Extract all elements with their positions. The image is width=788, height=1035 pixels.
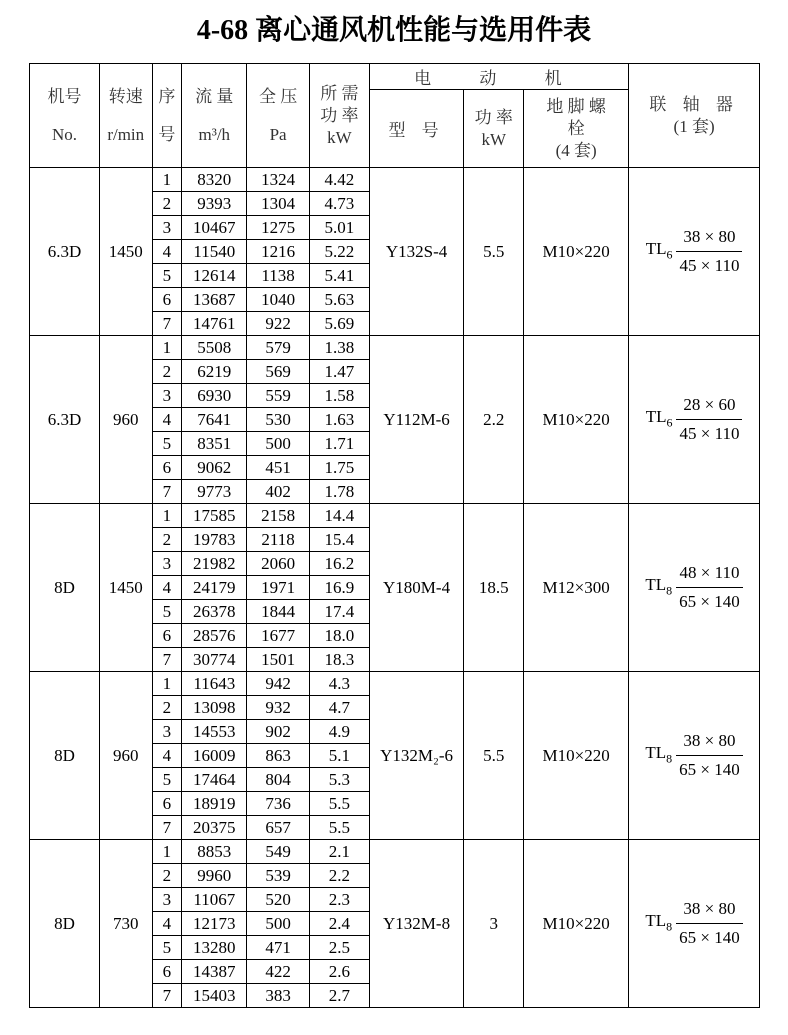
row-required-power: 5.41 [310, 264, 370, 288]
row-pressure: 1216 [247, 240, 310, 264]
coupling-prefix: TL [645, 406, 667, 426]
row-required-power: 4.9 [310, 720, 370, 744]
row-pressure: 559 [247, 384, 310, 408]
row-required-power: 1.58 [310, 384, 370, 408]
row-required-power: 14.4 [310, 504, 370, 528]
row-seq: 7 [152, 648, 182, 672]
header-speed-unit: r/min [107, 124, 145, 144]
row-required-power: 16.9 [310, 576, 370, 600]
row-seq: 6 [152, 960, 182, 984]
coupling-fraction [676, 897, 743, 950]
fan-model-no: 6.3D [30, 168, 100, 336]
row-pressure: 2060 [247, 552, 310, 576]
coupling-type [645, 742, 673, 766]
fan-speed: 960 [100, 672, 153, 840]
motor-type: Y132M₂-6 [369, 672, 464, 840]
header-coupling-qty: (1 套) [673, 116, 715, 136]
table-body [30, 168, 760, 1008]
header-motor: 电 动 机 [369, 64, 628, 90]
coupling [629, 168, 760, 336]
coupling-numerator: 38 × 80 [676, 897, 743, 924]
row-flow: 15403 [182, 984, 247, 1008]
row-pressure: 2118 [247, 528, 310, 552]
coupling-prefix: TL [645, 910, 667, 930]
header-speed [100, 64, 153, 168]
header-seq-b: 号 [158, 124, 176, 144]
row-flow: 10467 [182, 216, 247, 240]
row-seq: 2 [152, 864, 182, 888]
row-seq: 1 [152, 168, 182, 192]
coupling-numerator: 28 × 60 [676, 393, 742, 420]
coupling-prefix: TL [645, 574, 667, 594]
row-pressure: 1844 [247, 600, 310, 624]
row-required-power: 17.4 [310, 600, 370, 624]
row-pressure: 942 [247, 672, 310, 696]
coupling-denominator: 65 × 140 [679, 760, 740, 779]
row-required-power: 1.63 [310, 408, 370, 432]
row-required-power: 1.71 [310, 432, 370, 456]
motor-power: 3 [464, 840, 524, 1008]
row-pressure: 422 [247, 960, 310, 984]
row-pressure: 451 [247, 456, 310, 480]
row-required-power: 18.0 [310, 624, 370, 648]
row-flow: 26378 [182, 600, 247, 624]
row-flow: 7641 [182, 408, 247, 432]
row-flow: 20375 [182, 816, 247, 840]
row-flow: 11540 [182, 240, 247, 264]
row-required-power: 2.7 [310, 984, 370, 1008]
row-required-power: 5.3 [310, 768, 370, 792]
row-required-power: 5.01 [310, 216, 370, 240]
row-seq: 2 [152, 192, 182, 216]
row-pressure: 863 [247, 744, 310, 768]
header-coupling [629, 64, 760, 168]
row-required-power: 2.1 [310, 840, 370, 864]
row-required-power: 1.47 [310, 360, 370, 384]
row-pressure: 922 [247, 312, 310, 336]
row-seq: 7 [152, 816, 182, 840]
row-required-power: 4.7 [310, 696, 370, 720]
anchor-bolt: M10×220 [524, 672, 629, 840]
row-seq: 4 [152, 912, 182, 936]
motor-power: 18.5 [464, 504, 524, 672]
row-flow: 28576 [182, 624, 247, 648]
row-required-power: 5.5 [310, 792, 370, 816]
row-required-power: 4.3 [310, 672, 370, 696]
motor-type: Y132M-8 [369, 840, 464, 1008]
row-flow: 6219 [182, 360, 247, 384]
row-seq: 1 [152, 504, 182, 528]
coupling-size: 8 [666, 919, 673, 934]
row-pressure: 1324 [247, 168, 310, 192]
coupling-fraction [676, 393, 742, 446]
row-seq: 6 [152, 624, 182, 648]
header-flow [182, 64, 247, 168]
row-flow: 17464 [182, 768, 247, 792]
row-required-power: 16.2 [310, 552, 370, 576]
row-pressure: 520 [247, 888, 310, 912]
fan-model-no: 8D [30, 504, 100, 672]
coupling [629, 504, 760, 672]
header-anchor-bolt-qty: (4 套) [555, 140, 597, 160]
row-seq: 5 [152, 768, 182, 792]
anchor-bolt: M12×300 [524, 504, 629, 672]
row-required-power: 15.4 [310, 528, 370, 552]
row-flow: 11067 [182, 888, 247, 912]
row-flow: 13280 [182, 936, 247, 960]
coupling-type [645, 910, 673, 934]
coupling [629, 840, 760, 1008]
row-seq: 2 [152, 696, 182, 720]
coupling-type [645, 574, 673, 598]
table-row [30, 504, 760, 528]
row-pressure: 1501 [247, 648, 310, 672]
row-flow: 6930 [182, 384, 247, 408]
fan-speed: 1450 [100, 504, 153, 672]
row-pressure: 500 [247, 432, 310, 456]
row-pressure: 1040 [247, 288, 310, 312]
header-flow-cn: 流 量 [195, 86, 234, 106]
coupling-numerator: 38 × 80 [676, 225, 742, 252]
row-flow: 8351 [182, 432, 247, 456]
anchor-bolt: M10×220 [524, 336, 629, 504]
header-anchor-bolt-a: 地 脚 螺 [546, 96, 606, 116]
row-pressure: 1138 [247, 264, 310, 288]
row-seq: 7 [152, 480, 182, 504]
header-motor-type: 型 号 [369, 90, 464, 168]
coupling-denominator: 65 × 140 [679, 928, 740, 947]
row-pressure: 383 [247, 984, 310, 1008]
coupling-type [645, 406, 673, 430]
row-seq: 6 [152, 456, 182, 480]
row-seq: 5 [152, 600, 182, 624]
row-seq: 6 [152, 288, 182, 312]
row-pressure: 736 [247, 792, 310, 816]
header-required-power-a: 所 需 [320, 83, 359, 103]
row-pressure: 932 [247, 696, 310, 720]
row-pressure: 2158 [247, 504, 310, 528]
header-model-no [30, 64, 100, 168]
row-flow: 8853 [182, 840, 247, 864]
row-seq: 5 [152, 432, 182, 456]
row-required-power: 5.69 [310, 312, 370, 336]
row-pressure: 902 [247, 720, 310, 744]
table-header [30, 64, 760, 168]
coupling-denominator: 45 × 110 [679, 424, 740, 443]
row-seq: 3 [152, 216, 182, 240]
row-seq: 3 [152, 552, 182, 576]
row-flow: 21982 [182, 552, 247, 576]
header-pressure-cn: 全 压 [258, 86, 298, 106]
row-seq: 4 [152, 408, 182, 432]
row-flow: 24179 [182, 576, 247, 600]
row-flow: 5508 [182, 336, 247, 360]
row-pressure: 471 [247, 936, 310, 960]
header-flow-unit: m³/h [198, 124, 231, 144]
row-seq: 1 [152, 840, 182, 864]
table-row [30, 168, 760, 192]
coupling-prefix: TL [645, 238, 667, 258]
header-coupling-cn: 联 轴 器 [649, 94, 739, 114]
row-required-power: 2.6 [310, 960, 370, 984]
row-required-power: 4.73 [310, 192, 370, 216]
row-seq: 7 [152, 984, 182, 1008]
row-flow: 17585 [182, 504, 247, 528]
row-seq: 1 [152, 336, 182, 360]
row-required-power: 18.3 [310, 648, 370, 672]
coupling-denominator: 45 × 110 [679, 256, 740, 275]
header-motor-power-cn: 功 率 [474, 107, 513, 127]
header-seq [152, 64, 182, 168]
row-flow: 13687 [182, 288, 247, 312]
row-seq: 4 [152, 576, 182, 600]
row-required-power: 2.5 [310, 936, 370, 960]
row-pressure: 1971 [247, 576, 310, 600]
coupling-fraction [676, 729, 743, 782]
table-row [30, 336, 760, 360]
coupling-fraction [676, 561, 743, 614]
row-seq: 3 [152, 384, 182, 408]
row-required-power: 5.22 [310, 240, 370, 264]
fan-model-no: 8D [30, 672, 100, 840]
row-seq: 1 [152, 672, 182, 696]
header-pressure [247, 64, 310, 168]
row-flow: 12173 [182, 912, 247, 936]
fan-speed: 1450 [100, 168, 153, 336]
table-row [30, 840, 760, 864]
row-required-power: 2.3 [310, 888, 370, 912]
row-seq: 2 [152, 528, 182, 552]
coupling-type [645, 238, 673, 262]
motor-type: Y180M-4 [369, 504, 464, 672]
header-required-power-unit: kW [327, 127, 352, 147]
row-flow: 9960 [182, 864, 247, 888]
fan-model-no: 6.3D [30, 336, 100, 504]
motor-power: 5.5 [464, 672, 524, 840]
header-model-no-en: No. [51, 124, 78, 144]
row-flow: 30774 [182, 648, 247, 672]
anchor-bolt: M10×220 [524, 840, 629, 1008]
header-model-no-cn: 机号 [47, 86, 82, 106]
row-pressure: 530 [247, 408, 310, 432]
row-flow: 14761 [182, 312, 247, 336]
header-required-power-b: 功 率 [320, 105, 359, 125]
fan-model-no: 8D [30, 840, 100, 1008]
row-flow: 14553 [182, 720, 247, 744]
header-anchor-bolt [524, 90, 629, 168]
row-flow: 9773 [182, 480, 247, 504]
row-seq: 3 [152, 888, 182, 912]
row-pressure: 1677 [247, 624, 310, 648]
row-required-power: 1.38 [310, 336, 370, 360]
header-pressure-unit: Pa [269, 124, 287, 144]
table-row [30, 672, 760, 696]
row-required-power: 2.4 [310, 912, 370, 936]
row-required-power: 5.1 [310, 744, 370, 768]
row-required-power: 1.78 [310, 480, 370, 504]
row-flow: 19783 [182, 528, 247, 552]
row-flow: 11643 [182, 672, 247, 696]
row-pressure: 1275 [247, 216, 310, 240]
row-seq: 5 [152, 264, 182, 288]
row-pressure: 549 [247, 840, 310, 864]
performance-table [29, 63, 760, 1008]
motor-power: 2.2 [464, 336, 524, 504]
row-flow: 16009 [182, 744, 247, 768]
motor-type: Y132S-4 [369, 168, 464, 336]
motor-type: Y112M-6 [369, 336, 464, 504]
header-motor-power-unit: kW [481, 129, 507, 149]
row-seq: 4 [152, 240, 182, 264]
row-flow: 12614 [182, 264, 247, 288]
motor-power: 5.5 [464, 168, 524, 336]
row-flow: 9393 [182, 192, 247, 216]
row-seq: 5 [152, 936, 182, 960]
row-flow: 13098 [182, 696, 247, 720]
coupling-size: 8 [666, 583, 673, 598]
row-flow: 14387 [182, 960, 247, 984]
fan-speed: 730 [100, 840, 153, 1008]
row-required-power: 5.5 [310, 816, 370, 840]
row-pressure: 539 [247, 864, 310, 888]
coupling-numerator: 38 × 80 [676, 729, 743, 756]
header-motor-power [464, 90, 524, 168]
row-seq: 4 [152, 744, 182, 768]
row-seq: 3 [152, 720, 182, 744]
coupling [629, 672, 760, 840]
coupling [629, 336, 760, 504]
row-pressure: 579 [247, 336, 310, 360]
row-pressure: 569 [247, 360, 310, 384]
row-required-power: 4.42 [310, 168, 370, 192]
row-pressure: 1304 [247, 192, 310, 216]
row-flow: 8320 [182, 168, 247, 192]
row-pressure: 657 [247, 816, 310, 840]
row-pressure: 500 [247, 912, 310, 936]
coupling-fraction [676, 225, 742, 278]
coupling-size: 8 [666, 751, 673, 766]
row-pressure: 804 [247, 768, 310, 792]
row-flow: 9062 [182, 456, 247, 480]
coupling-size: 6 [666, 415, 673, 430]
page-title: 4-68 离心通风机性能与选用件表 [196, 15, 592, 46]
row-required-power: 1.75 [310, 456, 370, 480]
row-required-power: 2.2 [310, 864, 370, 888]
header-speed-cn: 转速 [108, 86, 143, 106]
row-seq: 6 [152, 792, 182, 816]
header-seq-a: 序 [158, 86, 176, 106]
row-pressure: 402 [247, 480, 310, 504]
coupling-size: 6 [666, 247, 673, 262]
row-seq: 7 [152, 312, 182, 336]
coupling-numerator: 48 × 110 [676, 561, 743, 588]
coupling-denominator: 65 × 140 [679, 592, 740, 611]
header-anchor-bolt-b: 栓 [567, 118, 585, 138]
row-flow: 18919 [182, 792, 247, 816]
fan-speed: 960 [100, 336, 153, 504]
header-required-power [310, 64, 370, 168]
coupling-prefix: TL [645, 742, 667, 762]
row-required-power: 5.63 [310, 288, 370, 312]
row-seq: 2 [152, 360, 182, 384]
anchor-bolt: M10×220 [524, 168, 629, 336]
